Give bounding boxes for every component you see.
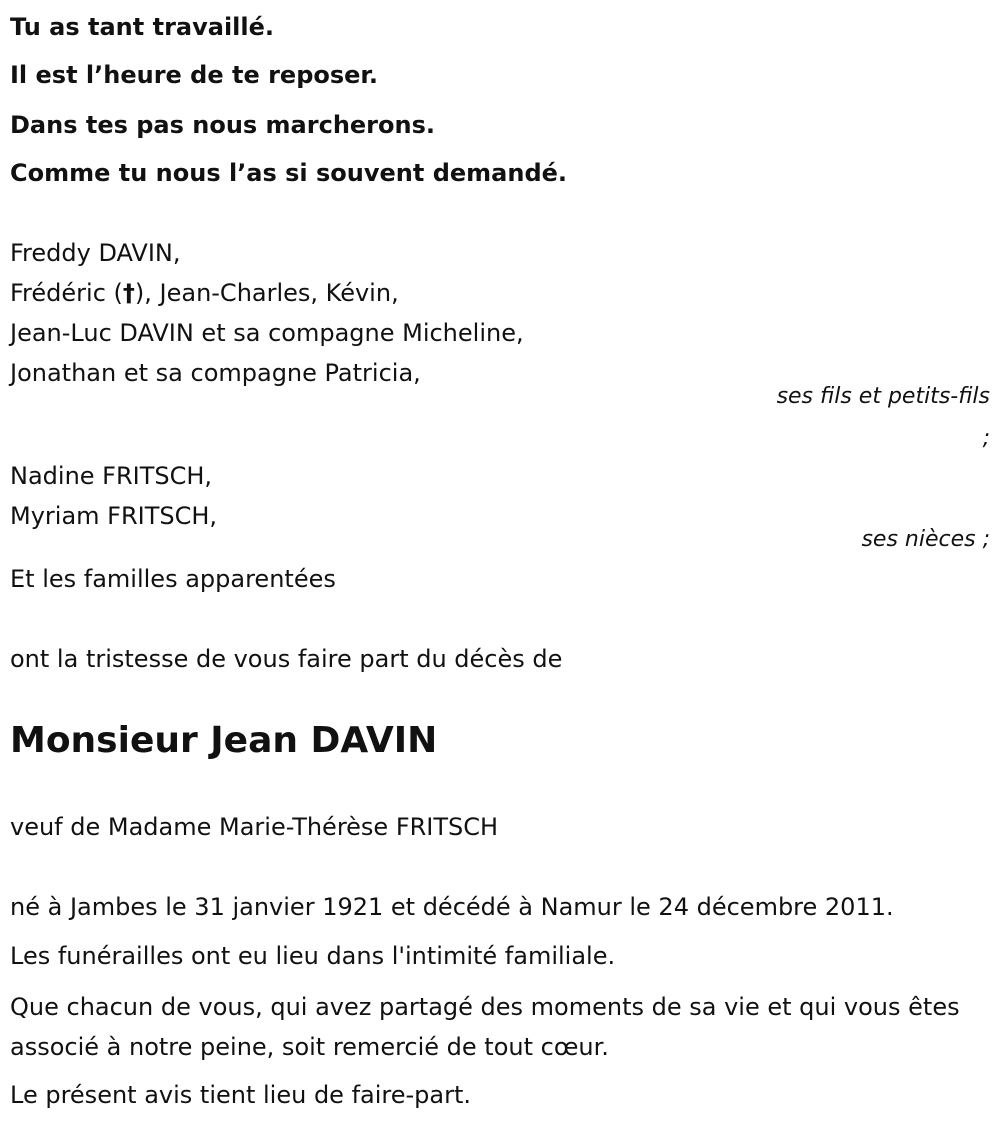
announcement-line: ont la tristesse de vous faire part du décès de (10, 645, 563, 673)
sons-line-2-suffix: ), Jean-Charles, Kévin, (134, 279, 399, 307)
sons-line-2 (10, 278, 399, 308)
notice-line: Le présent avis tient lieu de faire-part. (10, 1081, 472, 1109)
sons-relation: ses fils et petits-fils (776, 384, 990, 409)
poem-line-3: Dans tes pas nous marcherons. (10, 111, 435, 139)
sons-relation-punct: ; (982, 426, 990, 451)
deceased-name: Monsieur Jean DAVIN (10, 720, 438, 761)
sons-line-2-prefix: Frédéric ( (10, 279, 123, 307)
thanks-paragraph: Que chacun de vous, qui avez partagé des moments de sa vie et qui vous êtes associé à notre peine, soit remercié de tout cœur. (10, 993, 960, 1061)
sons-line-4: Jonathan et sa compagne Patricia, (10, 359, 421, 387)
widower-line: veuf de Madame Marie-Thérèse FRITSCH (10, 813, 499, 841)
sons-line-3: Jean-Luc DAVIN et sa compagne Micheline, (10, 319, 524, 347)
poem-line-1: Tu as tant travaillé. (10, 13, 275, 41)
nieces-line-1: Nadine FRITSCH, (10, 462, 213, 490)
birth-death-line: né à Jambes le 31 janvier 1921 et décédé à Namur le 24 décembre 2011. (10, 893, 894, 921)
poem-line-2: Il est l’heure de te reposer. (10, 61, 378, 89)
nieces-line-2: Myriam FRITSCH, (10, 502, 218, 530)
families-line: Et les familles apparentées (10, 565, 336, 593)
funeral-line: Les funérailles ont eu lieu dans l'intimité familiale. (10, 942, 616, 970)
poem-line-4: Comme tu nous l’as si souvent demandé. (10, 159, 568, 187)
sons-line-1: Freddy DAVIN, (10, 239, 181, 267)
cross-icon: † (122, 279, 135, 307)
nieces-relation: ses nièces ; (861, 527, 990, 552)
